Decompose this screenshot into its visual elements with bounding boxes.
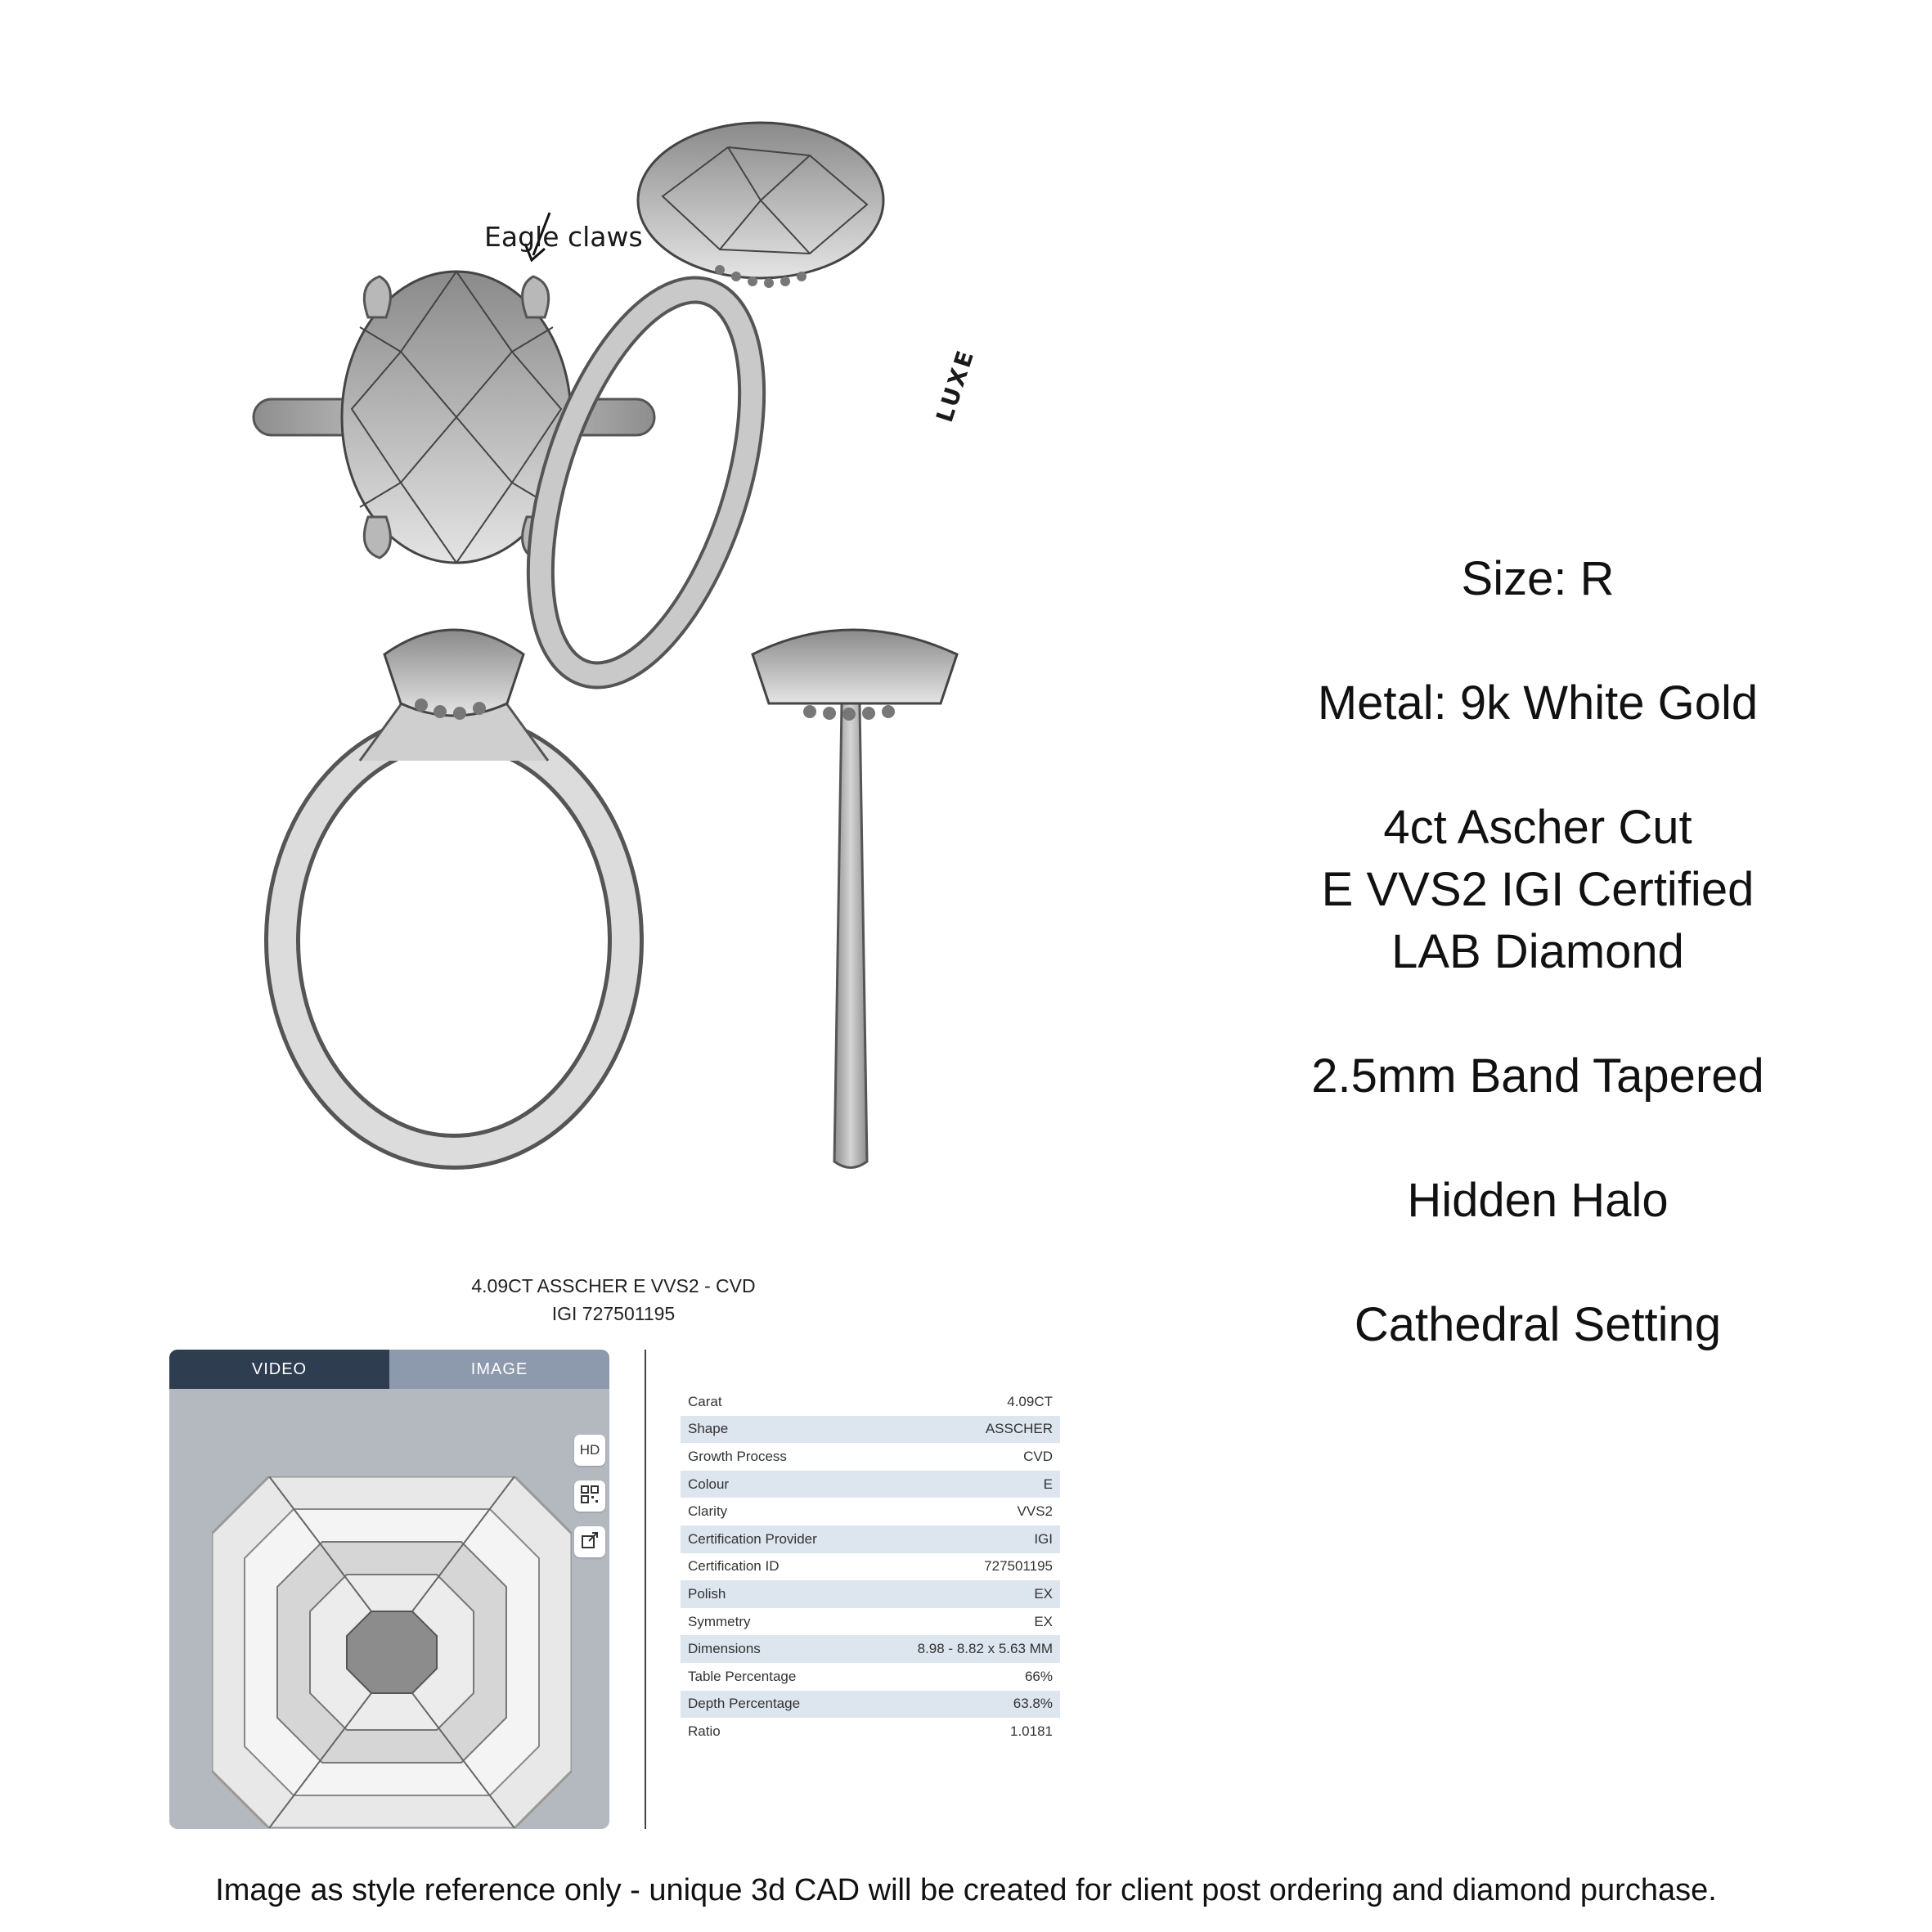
tab-image[interactable]: IMAGE [389, 1350, 609, 1389]
row-label: Carat [688, 1393, 722, 1409]
table-row [681, 1635, 1060, 1663]
spec-setting: Cathedral Setting [1354, 1298, 1722, 1351]
row-value: 727501195 [984, 1558, 1053, 1575]
row-value: 63.8% [866, 1691, 1060, 1719]
table-row [681, 1553, 1060, 1581]
table-row [681, 1416, 1060, 1444]
stone-heading [458, 1272, 769, 1328]
ring-illustrations [237, 82, 1022, 1211]
spec-halo: Hidden Halo [1407, 1174, 1669, 1227]
row-value: 1.0181 [1010, 1723, 1053, 1739]
asscher-diamond-image [212, 1476, 572, 1828]
row-value: EX [866, 1580, 1060, 1608]
row-value: 8.98 - 8.82 x 5.63 MM [866, 1635, 1060, 1663]
row-label: Certification Provider [681, 1525, 866, 1553]
external-link-icon [581, 1531, 599, 1553]
spec-stone-line: 4ct Ascher Cut [1383, 801, 1692, 854]
row-label: Depth Percentage [681, 1691, 866, 1719]
certificate-details-table [681, 1388, 1060, 1746]
qr-code-button[interactable] [574, 1480, 605, 1512]
table-row [681, 1471, 1060, 1498]
row-value: VVS2 [1017, 1503, 1053, 1520]
spec-band: 2.5mm Band Tapered [1311, 1049, 1764, 1103]
spec-metal: Metal: 9k White Gold [1317, 676, 1759, 730]
tab-video[interactable]: VIDEO [169, 1350, 389, 1389]
viewer-toolbar [574, 1435, 605, 1557]
row-label: Table Percentage [688, 1668, 797, 1684]
row-label: Growth Process [688, 1448, 787, 1464]
row-value: ASSCHER [866, 1416, 1060, 1444]
ring-side-view [753, 630, 957, 1168]
ring-spec-list [1292, 548, 1783, 1418]
eagle-claws-callout: Eagle claws [484, 221, 643, 253]
row-value: 4.09CT [1007, 1393, 1053, 1409]
disclaimer-text: Image as style reference only - unique 3d CAD will be created for client post ordering and diamond purchase. [215, 1873, 1717, 1907]
table-row [681, 1525, 1060, 1553]
row-value: CVD [1023, 1448, 1053, 1464]
row-label: Shape [681, 1416, 866, 1444]
viewer-tabs [169, 1350, 609, 1389]
row-label: Dimensions [681, 1635, 866, 1663]
row-value: IGI [866, 1525, 1060, 1553]
stone-cert-number: IGI 727501195 [551, 1303, 676, 1324]
ring-front-view [282, 630, 626, 1152]
section-divider [645, 1350, 646, 1829]
row-value: 66% [1024, 1668, 1053, 1684]
row-label: Certification ID [688, 1558, 780, 1575]
stone-title: 4.09CT ASSCHER E VVS2 - CVD [471, 1275, 756, 1296]
table-row [681, 1388, 1060, 1416]
row-label: Polish [681, 1580, 866, 1608]
table-row [681, 1718, 1060, 1746]
table-row [681, 1608, 1060, 1636]
table-row [681, 1691, 1060, 1719]
spec-size: Size: R [1461, 552, 1615, 605]
table-row [681, 1498, 1060, 1525]
qr-code-icon [581, 1485, 599, 1507]
table-row [681, 1663, 1060, 1691]
diamond-viewer [169, 1350, 609, 1829]
table-row [681, 1443, 1060, 1471]
row-value: E [866, 1471, 1060, 1498]
row-label: Clarity [688, 1503, 728, 1520]
hd-button[interactable]: HD [574, 1435, 605, 1466]
row-label: Colour [681, 1471, 866, 1498]
spec-stone-line: E VVS2 IGI Certified [1321, 863, 1755, 916]
open-external-button[interactable] [574, 1526, 605, 1557]
spec-stone-line: LAB Diamond [1391, 925, 1684, 978]
row-value: EX [1034, 1613, 1053, 1629]
band-engraving: LUXE [931, 345, 980, 426]
row-label: Symmetry [688, 1613, 751, 1629]
table-row [681, 1580, 1060, 1608]
row-label: Ratio [688, 1723, 721, 1739]
